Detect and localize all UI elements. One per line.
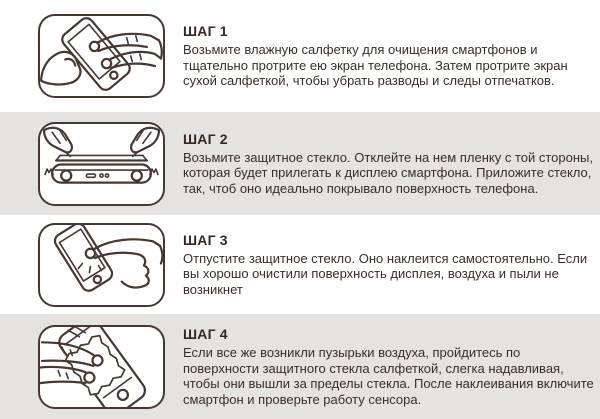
step-4-row [0, 314, 600, 419]
step-3-content [183, 232, 597, 298]
finger-pressing-phone-icon [40, 225, 163, 305]
step-4-text: Если все же возникли пузырьки воздуха, пройдитесь по поверхности защитного стекла салфеткой, слегка надавливая, чтобы они вышли за пределы стекла. После наклеивания включите смартфон и проверьте работу сенсора. [183, 345, 594, 407]
hands-placing-glass-icon [40, 124, 163, 204]
step-2-text: Возьмите защитное стекло. Отклейте на нем пленку с той стороны, которая будет прилегать к дисплею смартфона. Приложите стекло, так, чтоб оно идеально покрывало поверхность телефона. [183, 149, 593, 196]
step-4-content [183, 326, 597, 407]
step-3-title: ШАГ 3 [183, 231, 228, 248]
step-3-text: Отпустите защитное стекло. Оно наклеится самостоятельно. Если вы хорошо очистили поверхность дисплея, воздуха и пыли не возникнет [183, 250, 588, 297]
step-2-illustration-frame [38, 122, 165, 206]
step-2-title: ШАГ 2 [183, 130, 228, 147]
step-1-title: ШАГ 1 [183, 23, 228, 40]
step-1-illustration-frame [38, 14, 165, 98]
cloth-smoothing-glass-icon [40, 327, 163, 407]
step-1-row [0, 0, 600, 112]
step-3-illustration-frame [38, 223, 165, 307]
step-1-text: Возьмите влажную салфетку для очищения смартфонов и тщательно протрите ею экран телефона. Затем протрите экран сухой салфеткой, чтобы убрать разводы и следы отпечатков. [183, 42, 568, 89]
step-3-row [0, 215, 600, 314]
step-2-row [0, 112, 600, 215]
step-4-title: ШАГ 4 [183, 326, 228, 342]
step-2-content [183, 131, 597, 197]
hands-wiping-phone-icon [40, 16, 163, 96]
step-4-illustration-frame [38, 325, 165, 409]
step-1-content [183, 23, 597, 89]
